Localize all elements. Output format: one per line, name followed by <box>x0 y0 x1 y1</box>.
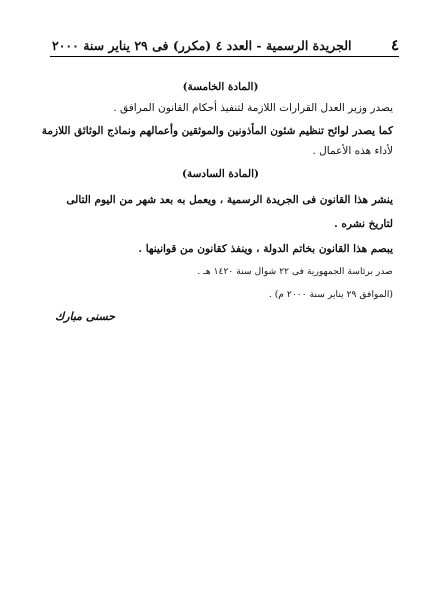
article6-line-1: ينشر هذا القانون فى الجريدة الرسمية ، ويعمل به بعد شهر من اليوم التالى <box>66 194 393 206</box>
article5-line-2: كما يصدر لوائح تنظيم شئون المأذونين والموثقين وأعمالهم ونماذج الوثائق اللازمة <box>41 125 393 137</box>
issued-line: صدر برئاسة الجمهورية فى ٢٢ شوال سنة ١٤٢٠ هـ . <box>197 266 393 277</box>
seal-line: يبصم هذا القانون بخاتم الدولة ، وينفذ كقانون من قوانينها . <box>138 243 393 255</box>
article5-heading: (المادة الخامسة) <box>182 81 259 93</box>
article5-line-3: لأداء هذه الأعمال . <box>312 145 393 157</box>
article6-heading: (المادة السادسة) <box>182 168 259 180</box>
corresponding-date-line: (الموافق ٢٩ يناير سنة ٢٠٠٠ م) . <box>268 289 393 300</box>
page-number: ٤ <box>390 36 399 54</box>
article5-line-1: يصدر وزير العدل القرارات اللازمة لتنفيذ أحكام القانون المرافق . <box>113 102 393 114</box>
page-header <box>52 34 399 56</box>
header-rule <box>50 56 399 57</box>
article6-line-2: لتاريخ نشره . <box>334 218 393 230</box>
signature: حسنى مبارك <box>55 310 115 323</box>
gazette-title: الجريدة الرسمية - العدد ٤ (مكرر) فى ٢٩ يناير سنة ٢٠٠٠ <box>52 37 352 53</box>
